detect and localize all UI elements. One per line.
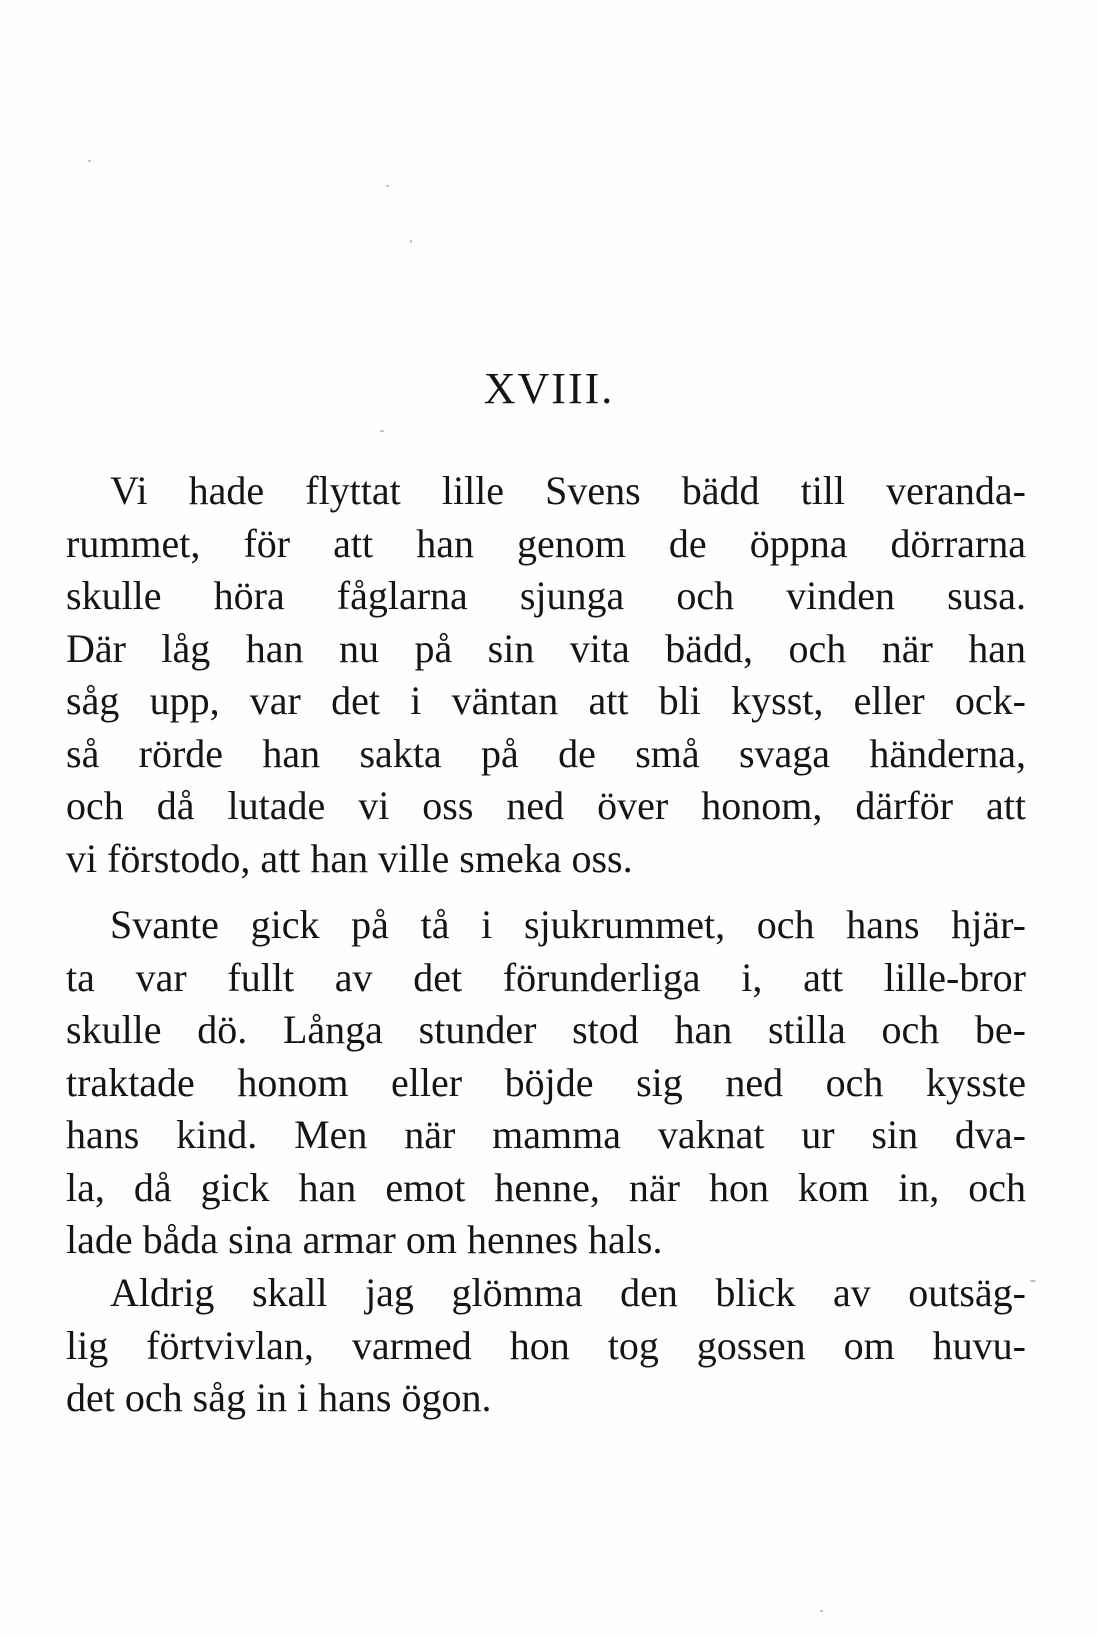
text-line: lig förtvivlan, varmed hon tog gossen om huvu-	[66, 1322, 1026, 1368]
paragraph-2	[66, 899, 1026, 1267]
text-line: såg upp, var det i väntan att bli kysst, eller ock-	[66, 678, 1026, 723]
text-line: traktade honom eller böjde sig ned och kysste	[66, 1059, 1026, 1105]
text-line: och då lutade vi oss ned över honom, därför att	[66, 783, 1026, 828]
print-speck	[1030, 1280, 1036, 1282]
print-speck	[88, 160, 91, 162]
print-speck	[386, 185, 389, 187]
paragraph-3	[66, 1267, 1026, 1425]
text-line: skulle dö. Långa stunder stod han stilla och be-	[66, 1007, 1026, 1052]
text-line: Vi hade flyttat lille Svens bädd till veranda-	[110, 468, 1026, 513]
text-line: rummet, för att han genom de öppna dörrarna	[66, 520, 1026, 566]
print-speck	[380, 430, 384, 432]
text-line: vi förstodo, att han ville smeka oss.	[66, 835, 633, 881]
paragraph-1	[66, 465, 1026, 885]
chapter-title: XVIII.	[483, 364, 615, 413]
text-line: lade båda sina armar om hennes hals.	[66, 1217, 663, 1262]
text-line: Svante gick på tå i sjukrummet, och hans hjär-	[110, 902, 1026, 947]
text-line: la, då gick han emot henne, när hon kom in, och	[66, 1164, 1026, 1210]
text-line: hans kind. Men när mamma vaknat ur sin dva-	[66, 1112, 1026, 1157]
text-line: Aldrig skall jag glömma den blick av outsäg-	[110, 1270, 1026, 1315]
print-speck	[410, 240, 412, 243]
print-speck	[820, 1610, 823, 1612]
text-line: ta var fullt av det förunderliga i, att lille-bror	[66, 954, 1026, 1000]
text-line: så rörde han sakta på de små svaga händerna,	[66, 730, 1026, 776]
text-line: det och såg in i hans ögon.	[66, 1375, 492, 1420]
text-line: skulle höra fåglarna sjunga och vinden susa.	[66, 573, 1026, 618]
text-line: Där låg han nu på sin vita bädd, och när han	[66, 625, 1026, 671]
